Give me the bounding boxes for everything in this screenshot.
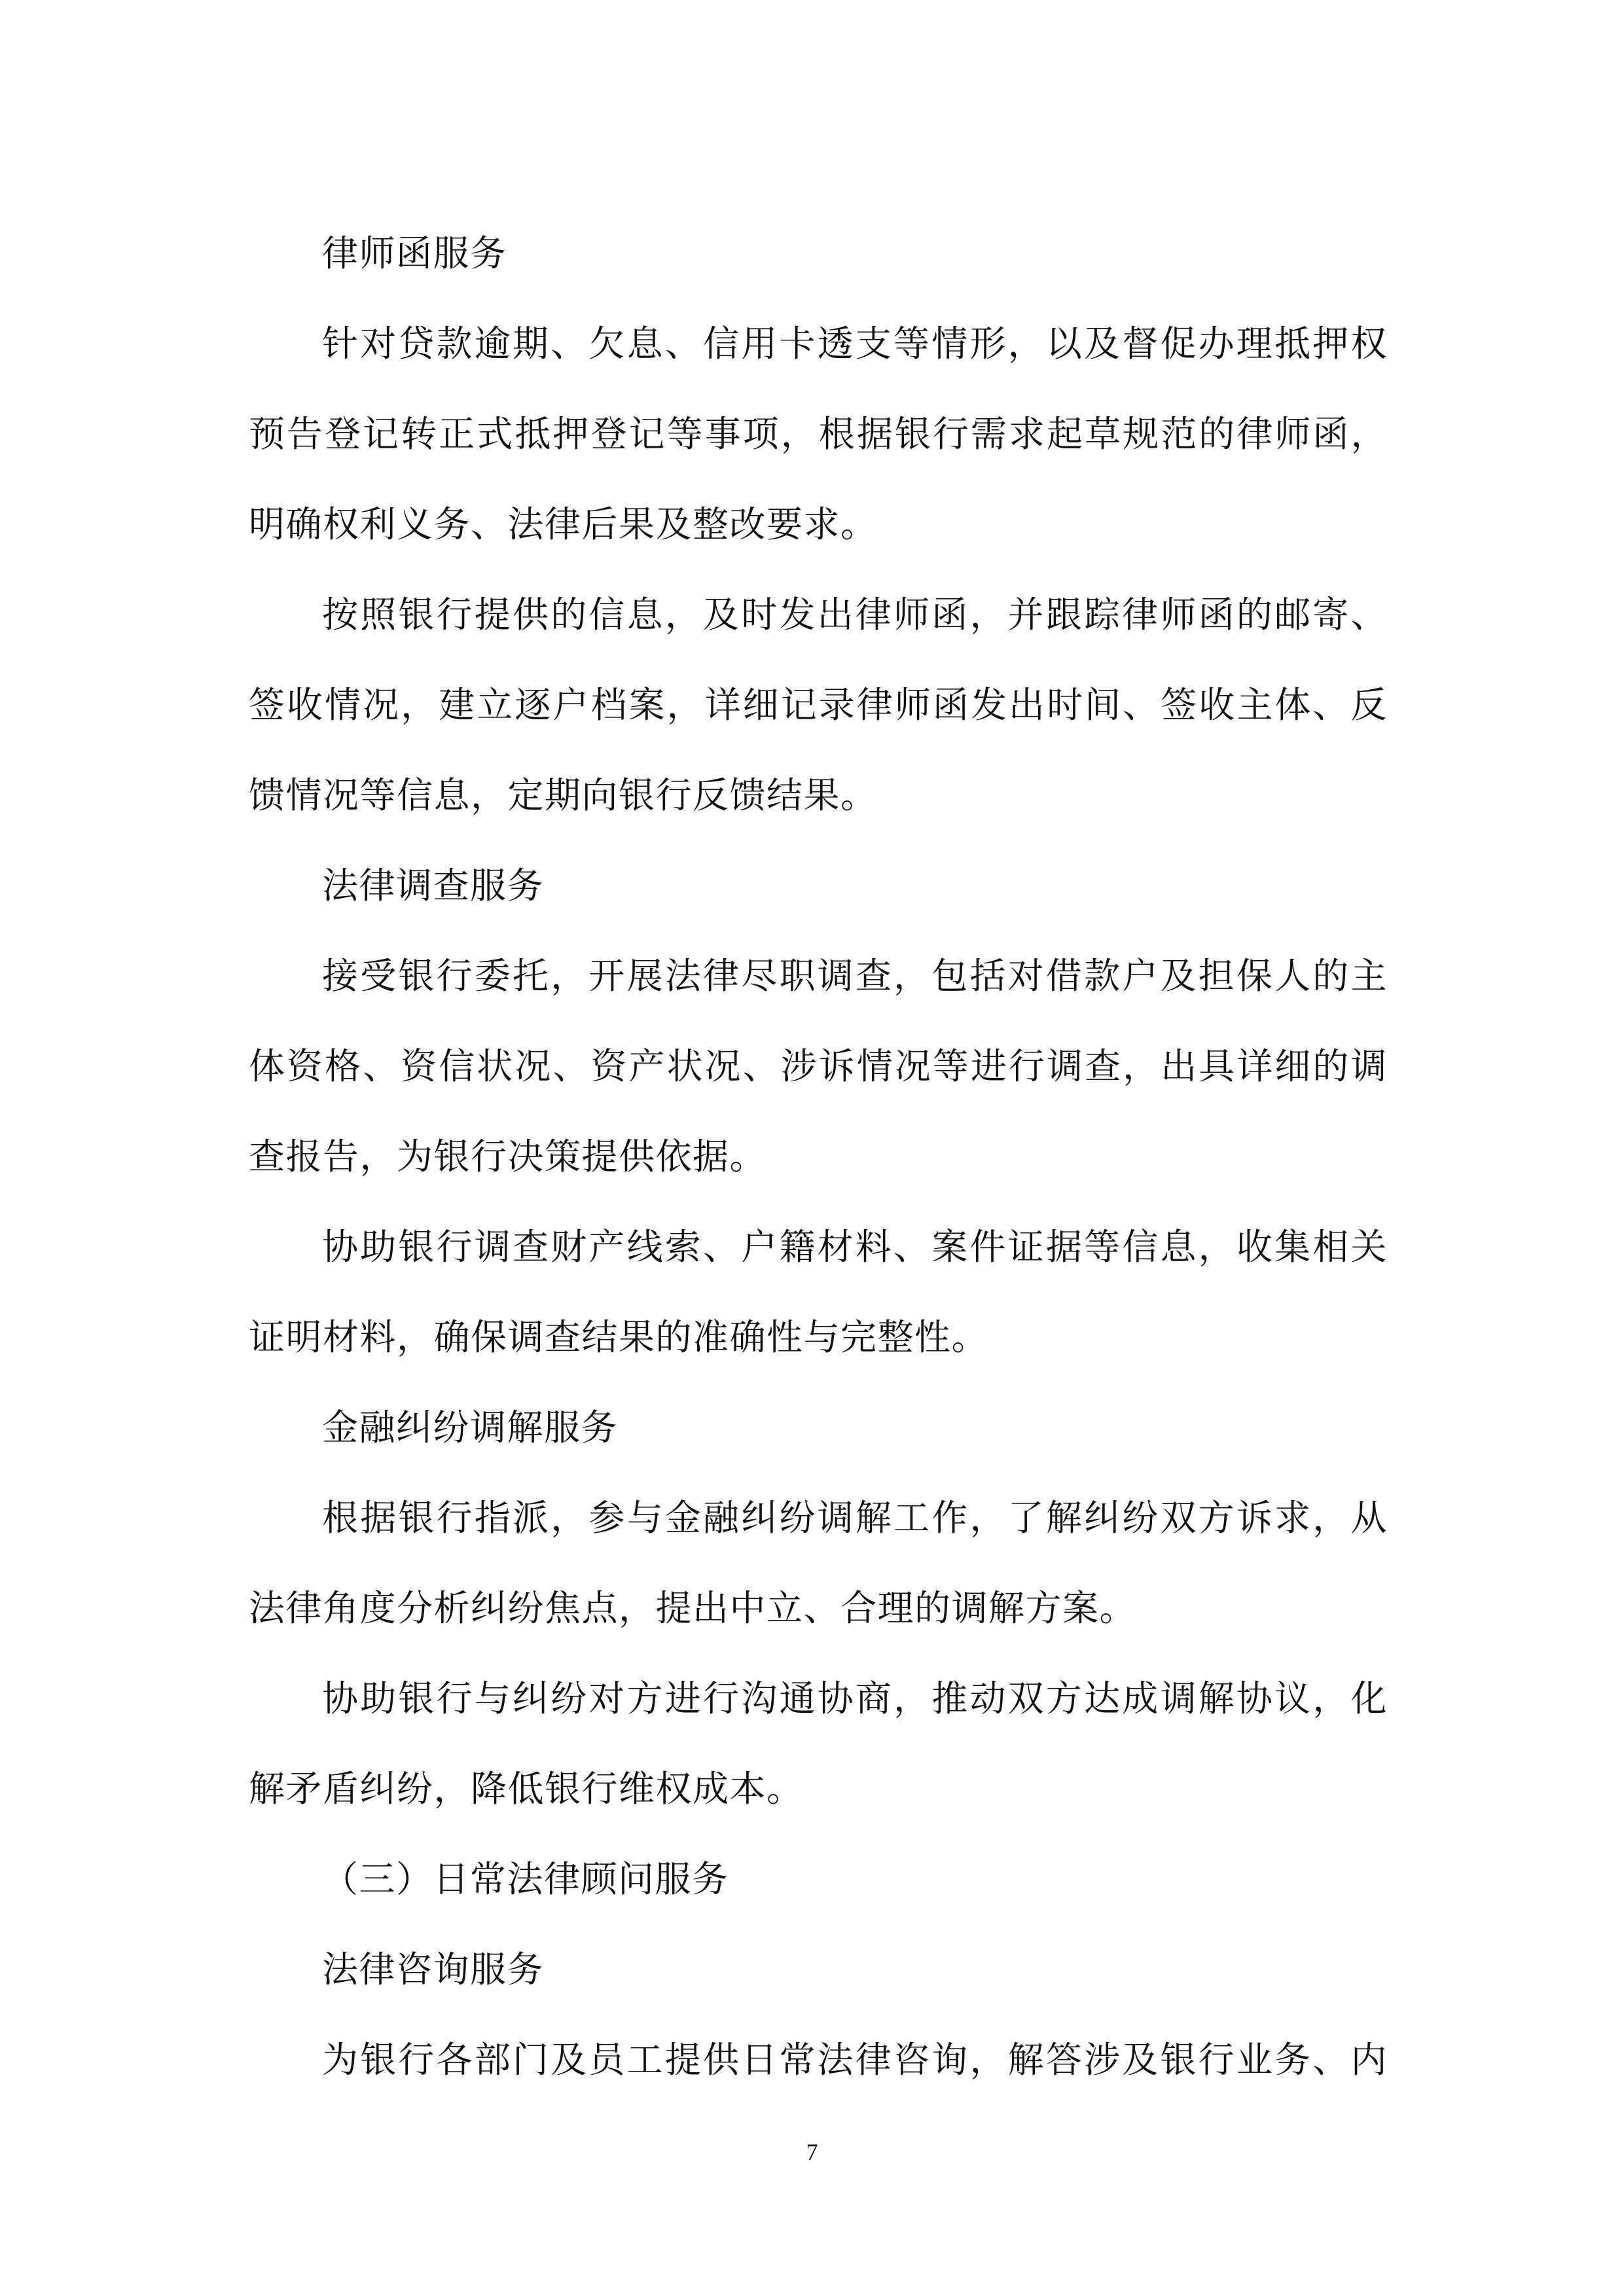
paragraph-line: 协助银行与纠纷对方进行沟通协商，推动双方达成调解协议，化 <box>322 1677 1388 1719</box>
section-heading-legal-consultation: 法律咨询服务 <box>322 1948 545 1990</box>
paragraph-line: 协助银行调查财产线索、户籍材料、案件证据等信息，收集相关 <box>322 1226 1388 1268</box>
paragraph-line: 解矛盾纠纷，降低银行维权成本。 <box>249 1768 804 1810</box>
paragraph-line: 体资格、资信状况、资产状况、涉诉情况等进行调查，出具详细的调 <box>249 1045 1388 1087</box>
paragraph-line: 接受银行委托，开展法律尽职调查，包括对借款户及担保人的主 <box>322 955 1388 997</box>
paragraph-line: 为银行各部门及员工提供日常法律咨询，解答涉及银行业务、内 <box>322 2039 1388 2081</box>
paragraph-line: 按照银行提供的信息，及时发出律师函，并跟踪律师函的邮寄、 <box>322 594 1388 636</box>
section-heading-lawyer-letter: 律师函服务 <box>322 232 507 274</box>
paragraph-line: 预告登记转正式抵押登记等事项，根据银行需求起草规范的律师函， <box>249 413 1388 455</box>
paragraph-line: 法律角度分析纠纷焦点，提出中立、合理的调解方案。 <box>249 1587 1137 1629</box>
paragraph-line: 证明材料，确保调查结果的准确性与完整性。 <box>249 1316 989 1358</box>
paragraph-line: 针对贷款逾期、欠息、信用卡透支等情形，以及督促办理抵押权 <box>322 323 1388 365</box>
section-heading-daily-legal-advisor: （三）日常法律顾问服务 <box>322 1858 729 1900</box>
section-heading-legal-investigation: 法律调查服务 <box>322 865 545 906</box>
paragraph-line: 签收情况，建立逐户档案，详细记录律师函发出时间、签收主体、反 <box>249 684 1388 726</box>
paragraph-line: 明确权利义务、法律后果及整改要求。 <box>249 503 878 545</box>
page-number: 7 <box>806 2139 818 2165</box>
document-body <box>249 208 1388 2105</box>
paragraph-line: 馈情况等信息，定期向银行反馈结果。 <box>249 774 878 816</box>
paragraph-line: 查报告，为银行决策提供依据。 <box>249 1136 767 1177</box>
section-heading-dispute-mediation: 金融纠纷调解服务 <box>322 1407 619 1448</box>
paragraph-line: 根据银行指派，参与金融纠纷调解工作，了解纠纷双方诉求，从 <box>322 1497 1388 1539</box>
